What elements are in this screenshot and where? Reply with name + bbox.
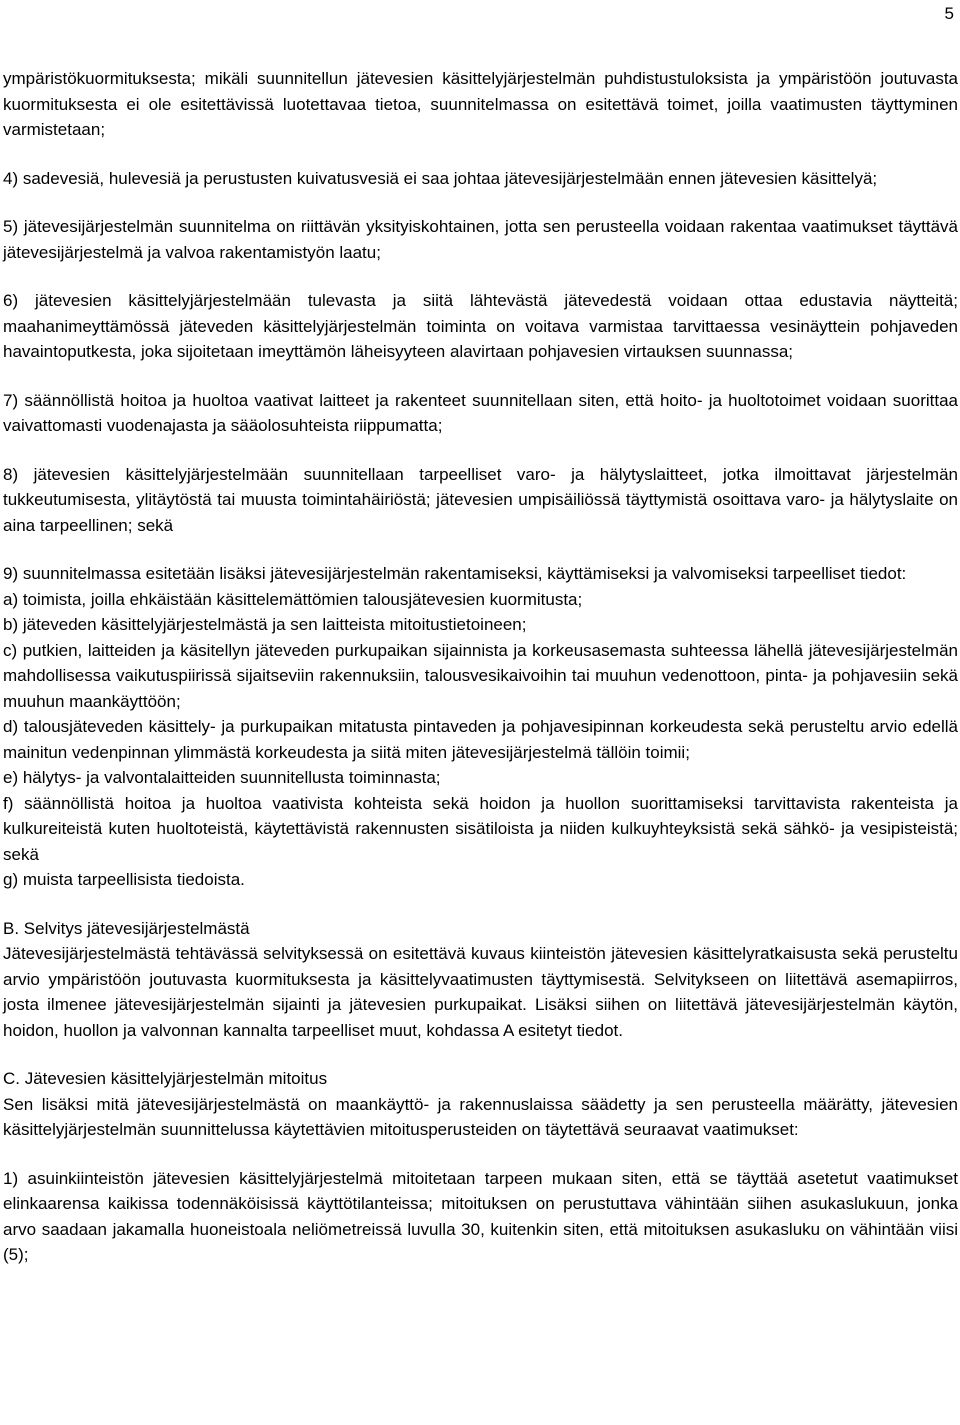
section-b-body: Jätevesijärjestelmästä tehtävässä selvityksessä on esitettävä kuvaus kiinteistön jätevesien käsittelyratkaisusta sekä perusteltu arvio ympäristöön joutuvasta kuormituksesta ja käsittelyvaatimusten täyttymisestä. Selvitykseen on liitettävä asemapiirros, josta ilmenee jätevesijärjestelmän sijainti ja jätevesien purkupaikat. Lisäksi siihen on liitettävä jätevesijärjestelmän käytön, hoidon, huollon ja valvonnan kannalta tarpeelliset muut, kohdassa A esitetyt tiedot. (3, 944, 958, 1040)
point-5: 5) jätevesijärjestelmän suunnitelma on riittävän yksityiskohtainen, jotta sen perusteella voidaan rakentaa vaatimukset täyttävä jätevesijärjestelmä ja valvoa rakentamistyön laatu; (3, 217, 958, 262)
subitem-b: b) jäteveden käsittelyjärjestelmästä ja sen laitteista mitoitustietoineen; (3, 615, 527, 634)
section-b-heading: B. Selvitys jätevesijärjestelmästä (3, 918, 250, 938)
point-7: 7) säännöllistä hoitoa ja huoltoa vaativat laitteet ja rakenteet suunnitellaan siten, että hoito- ja huoltotoimet voidaan suorittaa vaivattomasti vuodenajasta ja sääolosuhteista riippumatta; (3, 390, 958, 435)
section-c-heading: C. Jätevesien käsittelyjärjestelmän mitoitus (3, 1069, 328, 1088)
page-number: 5 (944, 4, 954, 23)
intro-continuation: ympäristökuormituksesta; mikäli suunnitellun jätevesien käsittelyjärjestelmän puhdistustuloksista ja ympäristöön joutuvasta kuormituksesta ei ole esitettävissä luotettavaa tietoa, suunnitelmassa on esitettävä toimet, joilla vaatimusten täyttyminen varmistetaan; (3, 69, 958, 139)
section-c-body: Sen lisäksi mitä jätevesijärjestelmästä on maankäyttö- ja rakennuslaissa säädetty ja sen perusteella määrätty, jätevesien käsittelyjärjestelmän suunnittelussa käytettävien mitoitusperusteiden on täytettävä seuraavat vaatimukset: (3, 1094, 958, 1139)
section-c (3, 1066, 958, 1143)
point-6: 6) jätevesien käsittelyjärjestelmään tulevasta ja siitä lähtevästä jätevedestä voidaan ottaa edustavia näytteitä; maahanimeyttämössä jäteveden käsittelyjärjestelmän toiminta on voitava varmistaa tarvittaessa vesinäyttein pohjaveden havaintoputkesta, joka sijoitetaan imeyttämön läheisyyteen alavirtaan pohjavesien virtauksen suunnassa; (3, 291, 958, 361)
subitem-e: e) hälytys- ja valvontalaitteiden suunnitellusta toiminnasta; (3, 768, 441, 787)
subitem-c: c) putkien, laitteiden ja käsitellyn jäteveden purkupaikan sijainnista ja korkeusasemasta suhteessa lähellä jätevesijärjestelmän mahdollisessa vaikutuspiirissä sijaitseviin rakennuksiin, talousvesikaivoihin tai muuhun vedenottoon, pinta- ja pohjavesiin sekä muuhun maankäyttöön; (3, 640, 958, 711)
subitem-f: f) säännöllistä hoitoa ja huoltoa vaativista kohteista sekä hoidon ja huollon suorittamiseksi tarvittavista rakenteista ja kulkureiteistä kuten huoltoteistä, käytettävistä rakennusten sisätiloista ja niiden kulkuyhteyksistä sekä sähkö- ja vesipisteistä; sekä (3, 793, 958, 864)
section-c-point-1: 1) asuinkiinteistön jätevesien käsittelyjärjestelmä mitoitetaan tarpeen mukaan siten, että se täyttää asetetut vaatimukset elinkaarensa kaikissa todennäköisissä käyttötilanteissa; mitoituksen on perustuttava vähintään siihen asukaslukuun, jonka arvo saadaan jakamalla huoneistoala neliömetreissä luvulla 30, kuitenkin siten, että mitoituksen asukasluku on vähintään viisi (5); (3, 1168, 958, 1264)
point-9-group (3, 561, 958, 893)
section-b (3, 916, 958, 1044)
document-body (3, 66, 958, 1268)
point-4: 4) sadevesiä, hulevesiä ja perustusten kuivatusvesiä ei saa johtaa jätevesijärjestelmään ennen jätevesien käsittelyä; (3, 168, 878, 188)
point-9: 9) suunnitelmassa esitetään lisäksi jätevesijärjestelmän rakentamiseksi, käyttämiseksi ja valvomiseksi tarpeelliset tiedot: (3, 564, 907, 583)
subitem-a: a) toimista, joilla ehkäistään käsittelemättömien talousjätevesien kuormitusta; (3, 589, 583, 609)
subitem-d: d) talousjäteveden käsittely- ja purkupaikan mitatusta pintaveden ja pohjavesipinnan korkeudesta sekä perusteltu arvio edellä mainitun vedenpinnan ylimmästä korkeudesta ja siitä miten jätevesijärjestelmä tällöin toimii; (3, 717, 958, 762)
subitem-g: g) muista tarpeellisista tiedoista. (3, 870, 245, 889)
point-8: 8) jätevesien käsittelyjärjestelmään suunnitellaan tarpeelliset varo- ja hälytyslaitteet, jotka ilmoittavat järjestelmän tukkeutumisesta, ylitäytöstä tai muusta toimintahäiriöstä; jätevesien umpisäiliössä täyttymistä osoittava varo- ja hälytyslaite on aina tarpeellinen; sekä (3, 464, 958, 535)
